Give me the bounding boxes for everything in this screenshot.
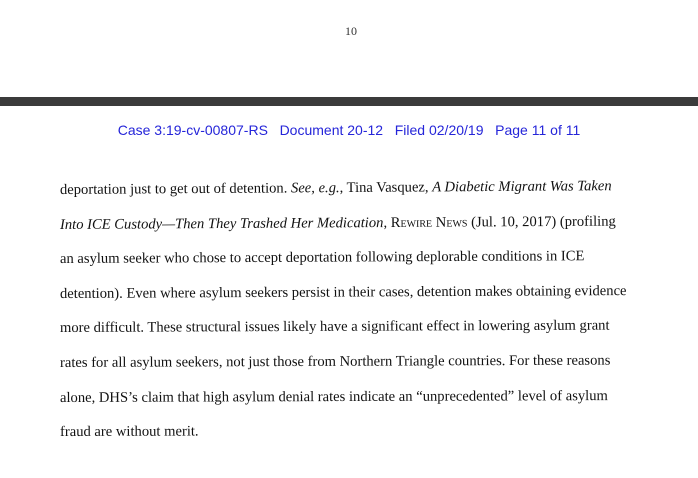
text-line-7: alone, DHS’s claim that high asylum denial rates indicate an “unprecedented” level of asylum [59,387,608,406]
text-line-2 [60,209,660,247]
text-line-6: rates for all asylum seekers, not just those from Northern Triangle countries. For these reasons [59,352,611,371]
text-line-5: more difficult. These structural issues likely have a significant effect in lowering asylum grant [59,317,610,337]
text-run: , [383,214,391,231]
text-run: deportation just to get out of detention. [59,180,292,198]
text-line-3: an asylum seeker who chose to accept deportation following deplorable conditions in ICE [59,248,585,268]
case-header-stamp: Case 3:19-cv-00807-RS Document 20-12 Filed 02/20/19 Page 11 of 11 [117,122,581,138]
text-line-4: detention). Even where asylum seekers persist in their cases, detention makes obtaining evidence [59,282,627,302]
citation-signal: See, e.g. [290,180,340,197]
text-line-1 [60,174,660,213]
page-divider [0,97,698,106]
page-number: 10 [345,24,357,38]
text-run: (Jul. 10, 2017) (profiling [467,213,616,231]
body-paragraph [60,178,660,455]
article-title: Into ICE Custody—Then They Trashed Her Medication [59,214,384,233]
previous-page [0,0,698,97]
text-run: , Tina Vasquez, [339,179,433,197]
text-line-8: fraud are without merit. [59,423,199,441]
publication-name: Rewire News [390,214,468,231]
article-title: A Diabetic Migrant Was Taken [432,178,612,196]
current-page [0,106,698,478]
